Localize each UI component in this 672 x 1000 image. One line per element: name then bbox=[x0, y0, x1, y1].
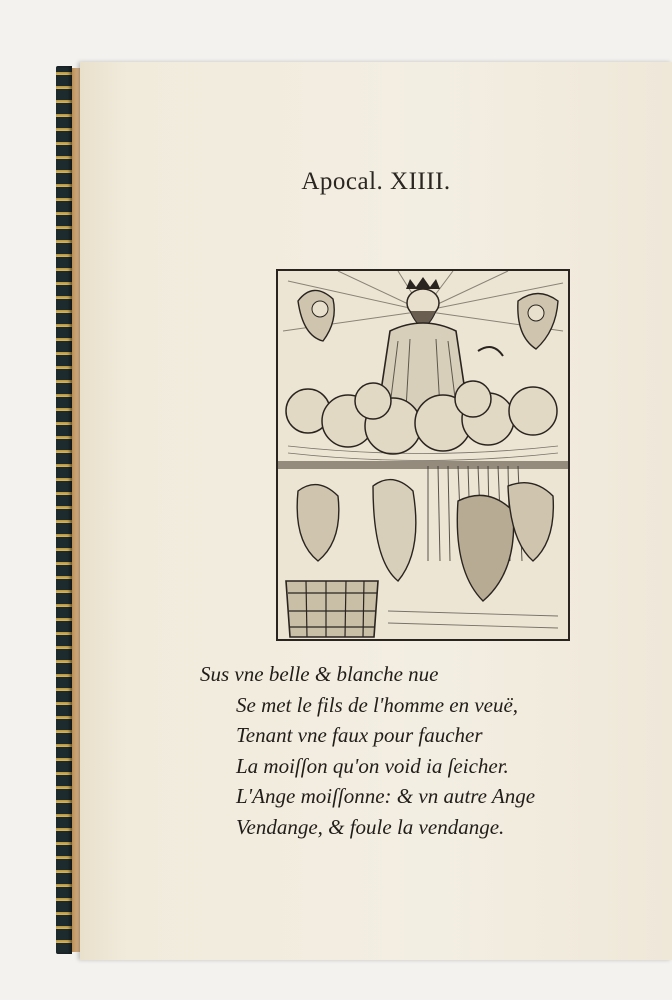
gilt-spine bbox=[56, 66, 72, 954]
verse-line: Vendange, & foule la vendange. bbox=[236, 814, 505, 839]
woodcut-illustration bbox=[276, 269, 570, 641]
verse-line: La moiſſon qu'on void ia ſeicher. bbox=[236, 753, 509, 778]
verse-line: Sus vne belle & blanche nue bbox=[200, 662, 439, 686]
verse-line: L'Ange moiſſonne: & vn autre Ange bbox=[236, 784, 536, 808]
book-page bbox=[80, 62, 672, 960]
open-book bbox=[56, 62, 672, 960]
running-title: Apocal. XIIII. bbox=[301, 168, 451, 195]
verse-line: Tenant vne faux pour faucher bbox=[236, 723, 483, 747]
verse-block bbox=[200, 659, 660, 842]
verse-line: Se met le fils de l'homme en veuë, bbox=[236, 692, 519, 717]
